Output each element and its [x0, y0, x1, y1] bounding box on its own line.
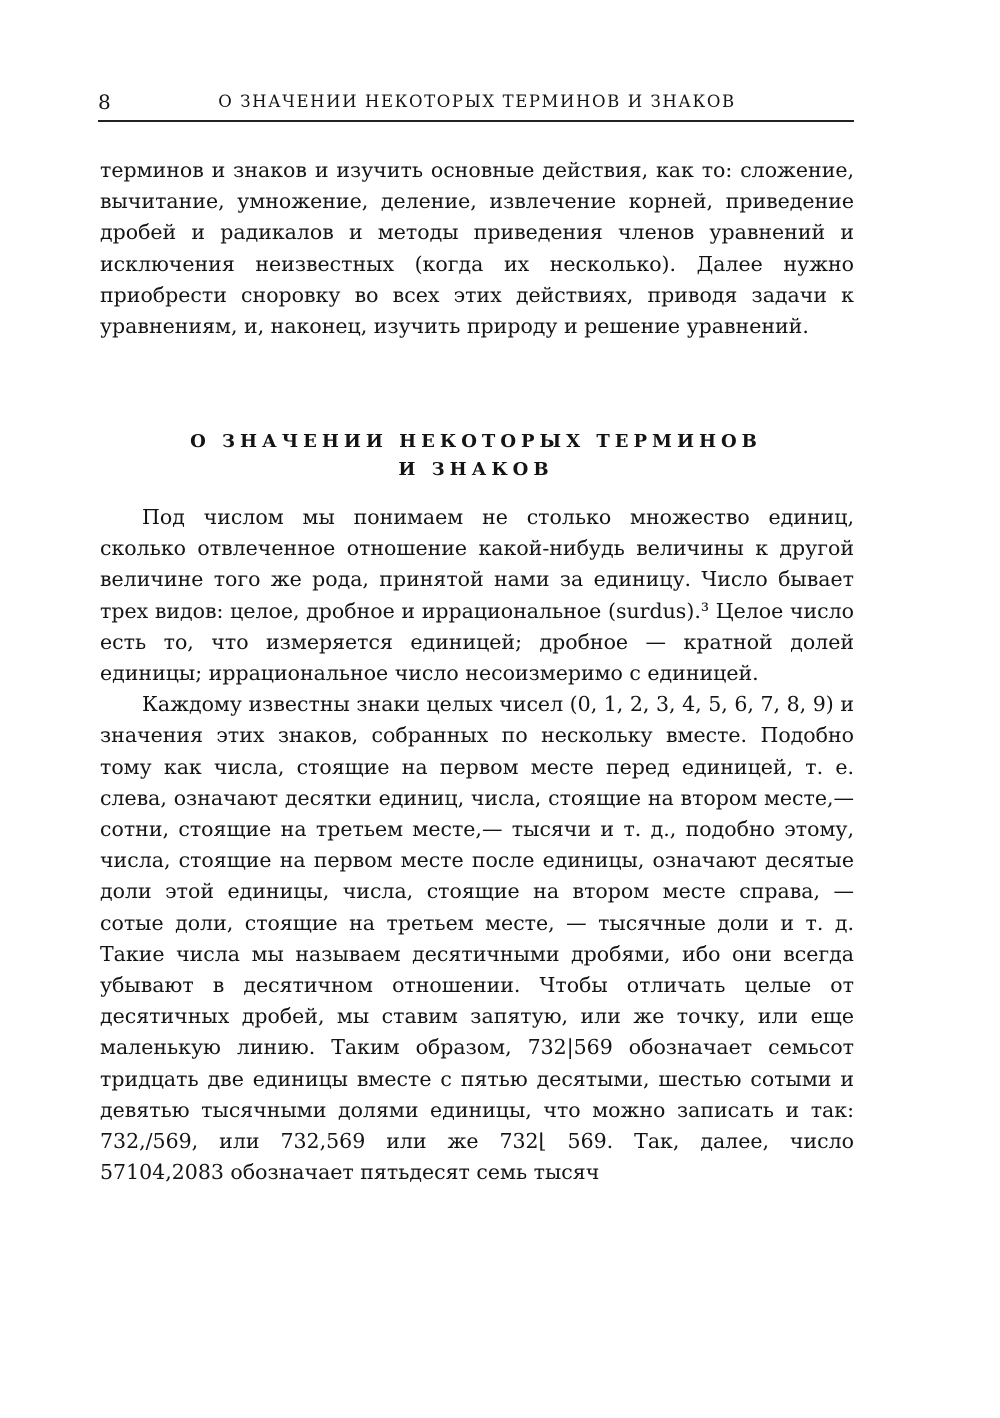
running-title: О ЗНАЧЕНИИ НЕКОТОРЫХ ТЕРМИНОВ И ЗНАКОВ: [218, 92, 736, 111]
intro-paragraph-text: терминов и знаков и изучить основные действия, как то: сложение, вычитание, умножение, деление, извлечение корней, приведение дробей и радикалов и методы приведения членов уравнений и исключения неизвестных (когда их несколько). Далее нужно приобрести сноровку во всех этих действиях, приводя задачи к уравнениям, и, наконец, изучить природу и решение уравнений.: [100, 158, 854, 339]
section-heading: [98, 428, 854, 484]
main-text: [100, 502, 854, 1188]
running-head: [98, 88, 854, 122]
intro-paragraph: [100, 155, 854, 342]
paragraph-number-definition: Под числом мы понимаем не столько множество единиц, сколько отвлеченное отношение какой-нибудь величины к другой величине того же рода, принятой нами за единицу. Число бывает трех видов: целое, дробное и иррациональное (surdus).³ Целое число есть то, что измеряется единицей; дробное — кратной долей единицы; иррациональное число несоизмеримо с единицей.: [100, 505, 854, 686]
section-heading-line-1: О ЗНАЧЕНИИ НЕКОТОРЫХ ТЕРМИНОВ: [190, 431, 762, 452]
page-number: 8: [98, 90, 111, 114]
paragraph-decimal-fractions: Каждому известны знаки целых чисел (0, 1, 2, 3, 4, 5, 6, 7, 8, 9) и значения этих знаков, собранных по нескольку вместе. Подобно тому как числа, стоящие на первом месте перед единицей, т. е. слева, означают десятки единиц, числа, стоящие на втором месте,— сотни, стоящие на третьем месте,— тысячи и т. д., подобно этому, числа, стоящие на первом месте после единицы, означают десятые доли этой единицы, числа, стоящие на втором месте справа, — сотые доли, стоящие на третьем месте, — тысячные доли и т. д. Такие числа мы называем десятичными дробями, ибо они всегда убывают в десятичном отношении. Чтобы отличать целые от десятичных дробей, мы ставим запятую, или же точку, или еще маленькую линию. Таким образом, 732|569 обозначает семьсот тридцать две единицы вместе с пятью десятыми, шестью сотыми и девятью тысячными долями единицы, что можно записать и так: 732,/569, или 732,569 или же 732⌊ 569. Так, далее, число 57104,2083 обозначает пятьдесят семь тысяч: [100, 692, 854, 1185]
section-heading-line-2: И ЗНАКОВ: [398, 459, 554, 480]
